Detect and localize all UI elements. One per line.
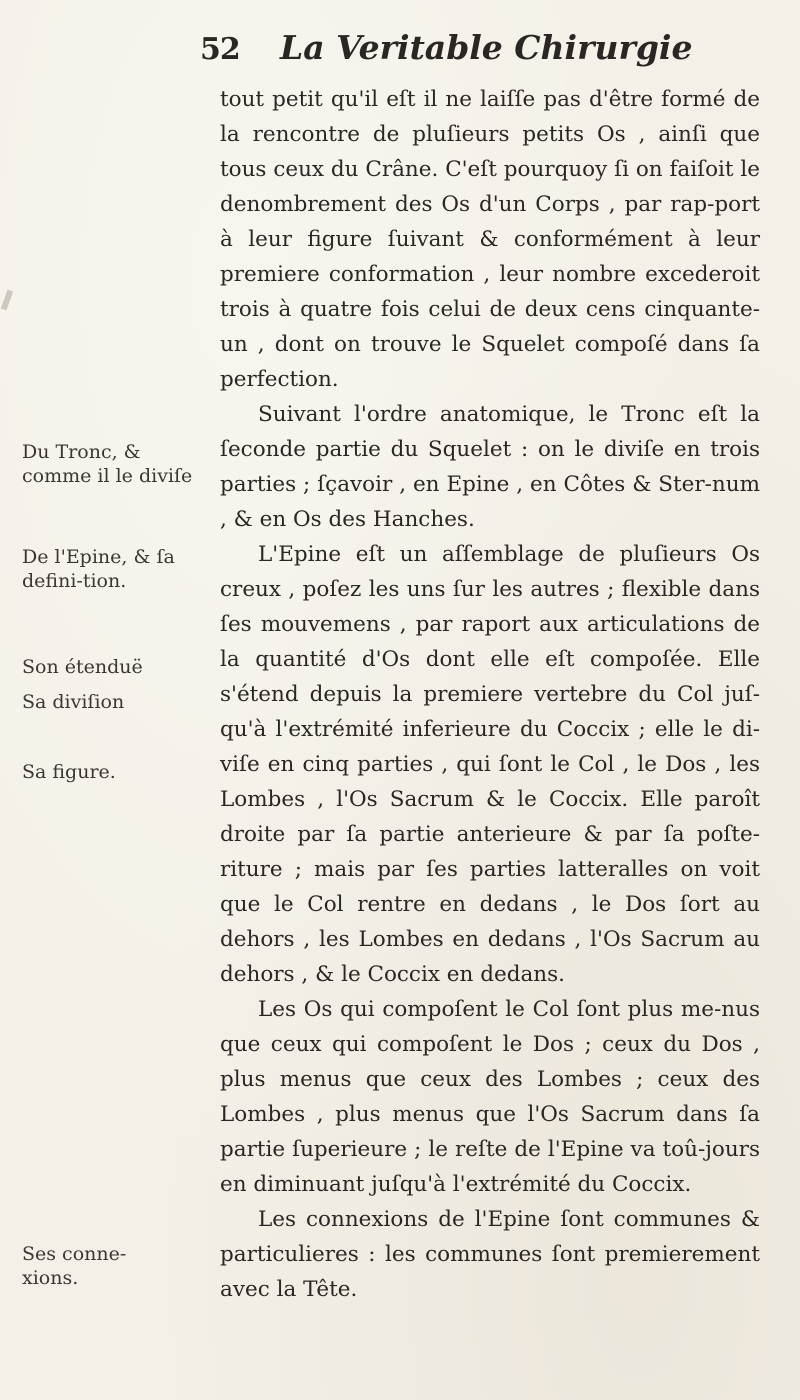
margin-note-connexions: Ses conne-xions. <box>22 1243 127 1289</box>
margin-note-du-tronc: Du Tronc, & comme il le diviſe <box>22 441 193 487</box>
margin-note-etendue: Son étenduë <box>22 656 143 678</box>
paragraph-3: L'Epine eſt un aſſemblage de pluſieurs Os creux , poſez les uns ſur les autres ; flexible dans ſes mouvemens , par raport aux articulations de la quantité d'Os dont elle eſt compoſée. Elle s'étend depuis la premiere vertebre du Col juſ-qu'à l'extrémité inferieure du Coccix ; elle le di-viſe en cinq parties , qui ſont le Col , le Dos , les Lombes , l'Os Sacrum & le Coccix. Elle paroît droite par ſa partie anterieure & par ſa poſte-riture ; mais par ſes parties latteralles on voit que le Col rentre en dedans , le Dos ſort au dehors , les Lombes en dedans , l'Os Sacrum au dehors , & le Coccix en dedans. <box>220 542 760 987</box>
margin-note-figure: Sa figure. <box>22 761 116 783</box>
running-title: La Veritable Chirurgie <box>280 28 693 67</box>
margin-note-epine: De l'Epine, & ſa defini-tion. <box>22 546 175 592</box>
page-number: 52 <box>200 32 240 67</box>
paragraph-5: Les connexions de l'Epine ſont communes & particulieres : les communes ſont premierement avec la Tête. <box>220 1207 760 1302</box>
paragraph-4: Les Os qui compoſent le Col ſont plus me-nus que ceux qui compoſent le Dos ; ceux du Dos , plus menus que ceux des Lombes ; ceux des Lombes , plus menus que l'Os Sacrum dans ſa partie ſuperieure ; le reſte de l'Epine va toû-jours en diminuant juſqu'à l'extrémité du Coccix. <box>220 997 760 1197</box>
ink-stain <box>1 290 13 311</box>
page-header <box>200 28 740 78</box>
margin-note-division: Sa diviſion <box>22 691 125 713</box>
paragraph-1: tout petit qu'il eſt il ne laiſſe pas d'être formé de la rencontre de pluſieurs petits Os , ainſi que tous ceux du Crâne. C'eſt pourquoy ſi on faiſoit le denombrement des Os d'un Corps , par rap-port à leur figure ſuivant & conformément à leur premiere conformation , leur nombre excederoit trois à quatre fois celui de deux cens cinquante-un , dont on trouve le Squelet compoſé dans ſa perfection. <box>220 87 760 392</box>
main-text <box>220 82 760 1307</box>
paragraph-2: Suivant l'ordre anatomique, le Tronc eſt la ſeconde partie du Squelet : on le diviſe en trois parties ; ſçavoir , en Epine , en Côtes & Ster-num , & en Os des Hanches. <box>220 402 760 532</box>
